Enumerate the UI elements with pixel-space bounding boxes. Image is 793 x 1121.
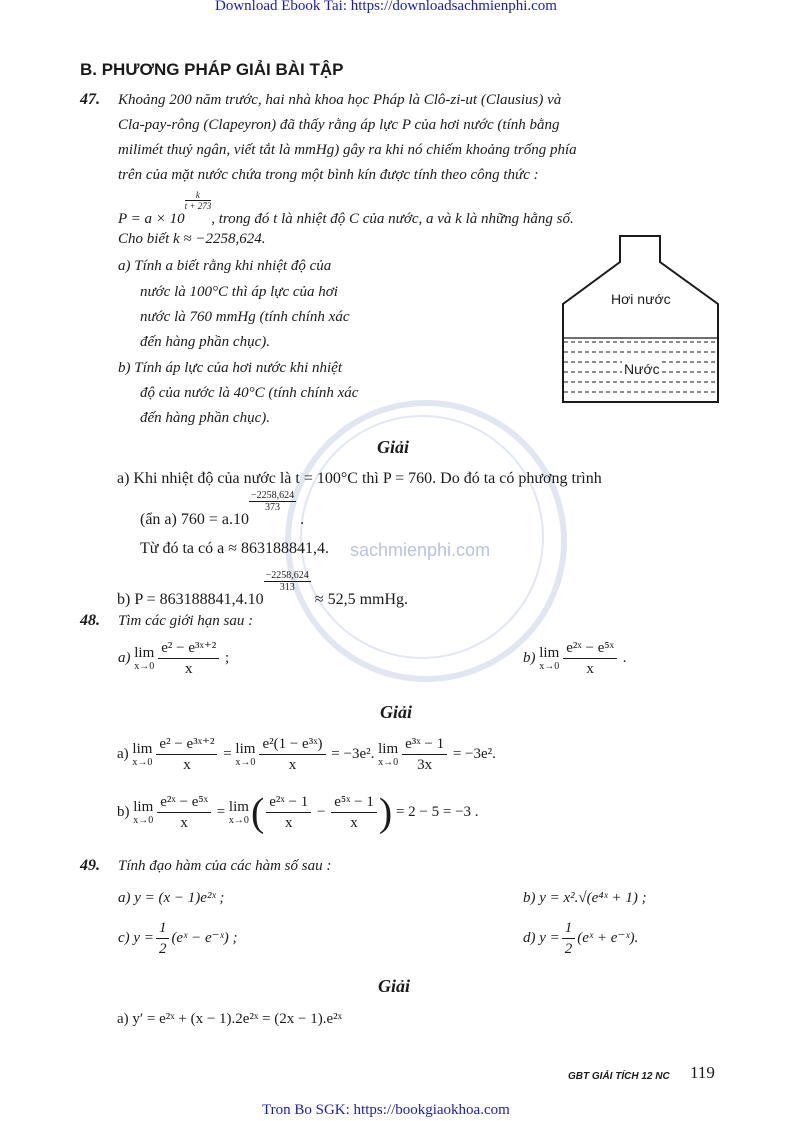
left-paren: ( [250,789,265,835]
problem-47-b-line3: đến hàng phần chục). [140,410,270,426]
lim-under: x→0 [235,757,256,768]
exponent-numerator: k [185,190,212,201]
solution-48-b: b) lim x→0 $\frac{\text{e²ˣ − e⁵ˣ}}{x}$ = lim x→0 ( $\frac{\text{e²ˣ − 1}}{x}$ − $\frac{\text{e⁵ˣ − 1}}{x}$ ) = 2 − 5 = −3 . [117,789,479,835]
watermark-text: sachmienphi.com [350,540,491,560]
page-number: 119 [690,1063,715,1082]
solution-48-heading: Giải [380,702,413,722]
lim-1 [133,799,153,826]
solution-47-a-line1: a) Khi nhiệt độ của nước là t = 100°C thì P = 760. Do đó ta có phương trình [117,470,602,487]
lim-3 [378,741,398,768]
problem-47-a-line3: nước là 760 mmHg (tính chính xác [140,309,350,325]
num: 1 [156,918,170,939]
problem-49-number: 49. [80,857,100,874]
problem-47-line2: Cla-pay-rông (Clapeyron) đã thấy rằng áp lực P của hơi nước (tính bằng [118,117,560,133]
book-name: GBT GIẢI TÍCH 12 NC [568,1071,670,1082]
lim-under: x→0 [228,815,249,826]
lim-2 [235,741,255,768]
problem-49-b: b) y = x².√(e⁴ˣ + 1) ; [523,890,647,906]
solution-b-exponent-den: 313 [279,582,295,593]
solution-49-a: a) y′ = e²ˣ + (x − 1).2e²ˣ = (2x − 1).e²ˣ [117,1011,342,1027]
fraction-1 [157,792,211,833]
solution-47-heading: Giải [377,437,410,457]
solution-49-heading: Giải [378,976,411,996]
fraction-2 [266,792,311,833]
problem-48-b: b) lim x→0 $\frac{\text{e²ˣ − e⁵ˣ}}{x}$ . [523,640,627,677]
lim-text: lim [132,741,153,757]
lim-text: lim [378,741,399,757]
problem-47-a-line4: đến hàng phần chục). [140,334,270,350]
fraction-b-den: x [586,661,594,677]
problem-47-line4: trên của mặt nước chứa trong một bình kín được tính theo công thức : [118,167,539,183]
solution-47-b [117,570,409,609]
fraction-b [563,638,617,679]
problem-47-b-line2: độ của nước là 40°C (tính chính xác [140,385,359,401]
num: e³ˣ − 1 [402,734,447,755]
half-fraction [156,918,170,959]
solution-exponent [249,490,296,513]
solution-47-a-result: Từ đó ta có a ≈ 863188841,4. [140,540,329,557]
half-fraction [562,918,576,959]
fraction-3 [331,792,377,833]
problem-47-a-line2: nước là 100°C thì áp lực của hơi [140,284,338,300]
den: 3x [417,757,433,773]
lim-under: x→0 [378,757,399,768]
solution-exponent-den: 373 [265,502,281,513]
section-heading: B. PHƯƠNG PHÁP GIẢI BÀI TẬP [80,60,344,79]
equation-text: (ẩn a) 760 = a.10 [140,511,249,528]
footer-sgk-link[interactable]: Tron Bo SGK: https://bookgiaokhoa.com [262,1102,510,1118]
lim-under: x→0 [539,661,560,672]
formula-exponent [185,190,212,211]
lim-2 [229,799,249,826]
fraction-a [158,638,219,679]
flask-outline [563,236,718,402]
den: 2 [158,941,167,957]
problem-49-c [118,918,238,959]
num: e⁵ˣ − 1 [331,792,377,813]
formula-lhs: P = a × 10 [118,211,185,227]
label-b: b) [117,803,130,820]
exponent-denominator: t + 273 [184,201,212,211]
problem-47-number: 47. [80,91,100,108]
problem-47-line3: milimét thuỷ ngân, viết tắt là mmHg) gây ra khi nó chiếm khoảng trống phía [118,142,577,158]
lim-text: lim [133,799,154,815]
flask-diagram [560,234,723,414]
fraction-3 [402,734,447,775]
fraction-a-den: x [185,661,193,677]
fraction-2 [259,734,325,775]
result: = 2 − 5 = −3 . [395,803,479,820]
den: x [183,757,191,773]
lim-under: x→0 [132,757,153,768]
problem-47-given: Cho biết k ≈ −2258,624. [118,231,266,247]
diagram-vapor-label: Hơi nước [611,291,671,307]
solution-exponent-num: −2258,624 [250,490,295,501]
solution-48-a: a) lim x→0 $\frac{\text{e² − e³ˣ⁺²}}{x}$ = lim x→0 $\frac{\text{e²(1 − e³ˣ)}}{x}$ = −3e². lim x→0 $\frac{\text{e³ˣ − 1}}{3x}$ = −3e². [117,736,496,773]
d-pre: d) y = [523,929,560,946]
problem-49-a: a) y = (x − 1)e²ˣ ; [118,890,225,906]
problem-47-formula [118,190,574,228]
problem-49-title: Tính đạo hàm của các hàm số sau : [118,858,332,874]
den: 2 [564,941,573,957]
problem-47-a-line1: a) Tính a biết rằng khi nhiệt độ của [118,258,332,274]
lim-text: lim [235,741,256,757]
d-post: (eˣ + e⁻ˣ). [577,929,639,946]
problem-47-b-line1: b) Tính áp lực của hơi nước khi nhiệt [118,360,343,376]
lim-text: lim [539,645,560,661]
solution-b-exponent-num: −2258,624 [265,570,309,581]
problem-47-line1: Khoảng 200 năm trước, hai nhà khoa học Pháp là Clô-zi-ut (Clausius) và [118,92,562,108]
lim-under: x→0 [133,815,154,826]
solution-b-exponent [264,570,311,593]
formula-rest: , trong đó t là nhiệt độ C của nước, a và k là những hằng số. [211,211,574,227]
solution-b-text: b) P = 863188841,4.10 [117,591,264,608]
num: e²ˣ − e⁵ˣ [157,792,211,813]
fraction-a-num: e² − e³ˣ⁺² [158,638,219,659]
header-download-link[interactable]: Download Ebook Tai: https://downloadsachmienphi.com [215,0,557,14]
watermark-inner-circle [300,415,544,659]
den: x [350,815,358,831]
problem-48-a: a) lim x→0 $\frac{\text{e² − e³ˣ⁺²}}{x}$ ; [118,640,230,677]
diagram-water-label: Nước [624,361,660,377]
result-2: = −3e². [452,745,496,762]
solution-b-result: ≈ 52,5 mmHg. [314,591,409,608]
problem-48-title: Tìm các giới hạn sau : [118,613,254,629]
result-1: = −3e². [331,745,375,762]
fraction-1 [156,734,217,775]
lim-under: x→0 [134,661,155,672]
problem-49-d [523,918,638,959]
num: 1 [562,918,576,939]
fraction-b-num: e²ˣ − e⁵ˣ [563,638,617,659]
problem-48-number: 48. [80,612,100,629]
num: e²(1 − e³ˣ) [259,734,325,755]
c-pre: c) y = [118,929,154,946]
c-post: (eˣ − e⁻ˣ) ; [171,929,238,946]
den: x [180,815,188,831]
label-b: b) [523,649,536,666]
den: x [284,815,293,831]
limit-b [539,645,559,672]
label-a: a) [117,745,129,762]
label-a: a) [118,649,131,666]
lim-1 [132,741,152,768]
den: x [288,757,297,773]
num: e² − e³ˣ⁺² [156,734,217,755]
limit-a [134,645,154,672]
solution-47-a-equation: (ẩn a) 760 = a.10 $\frac{-2258,624}{373}$ . [140,490,305,528]
lim-text: lim [228,799,249,815]
lim-text: lim [134,645,155,661]
num: e²ˣ − 1 [266,792,311,813]
right-paren: ) [378,789,393,835]
